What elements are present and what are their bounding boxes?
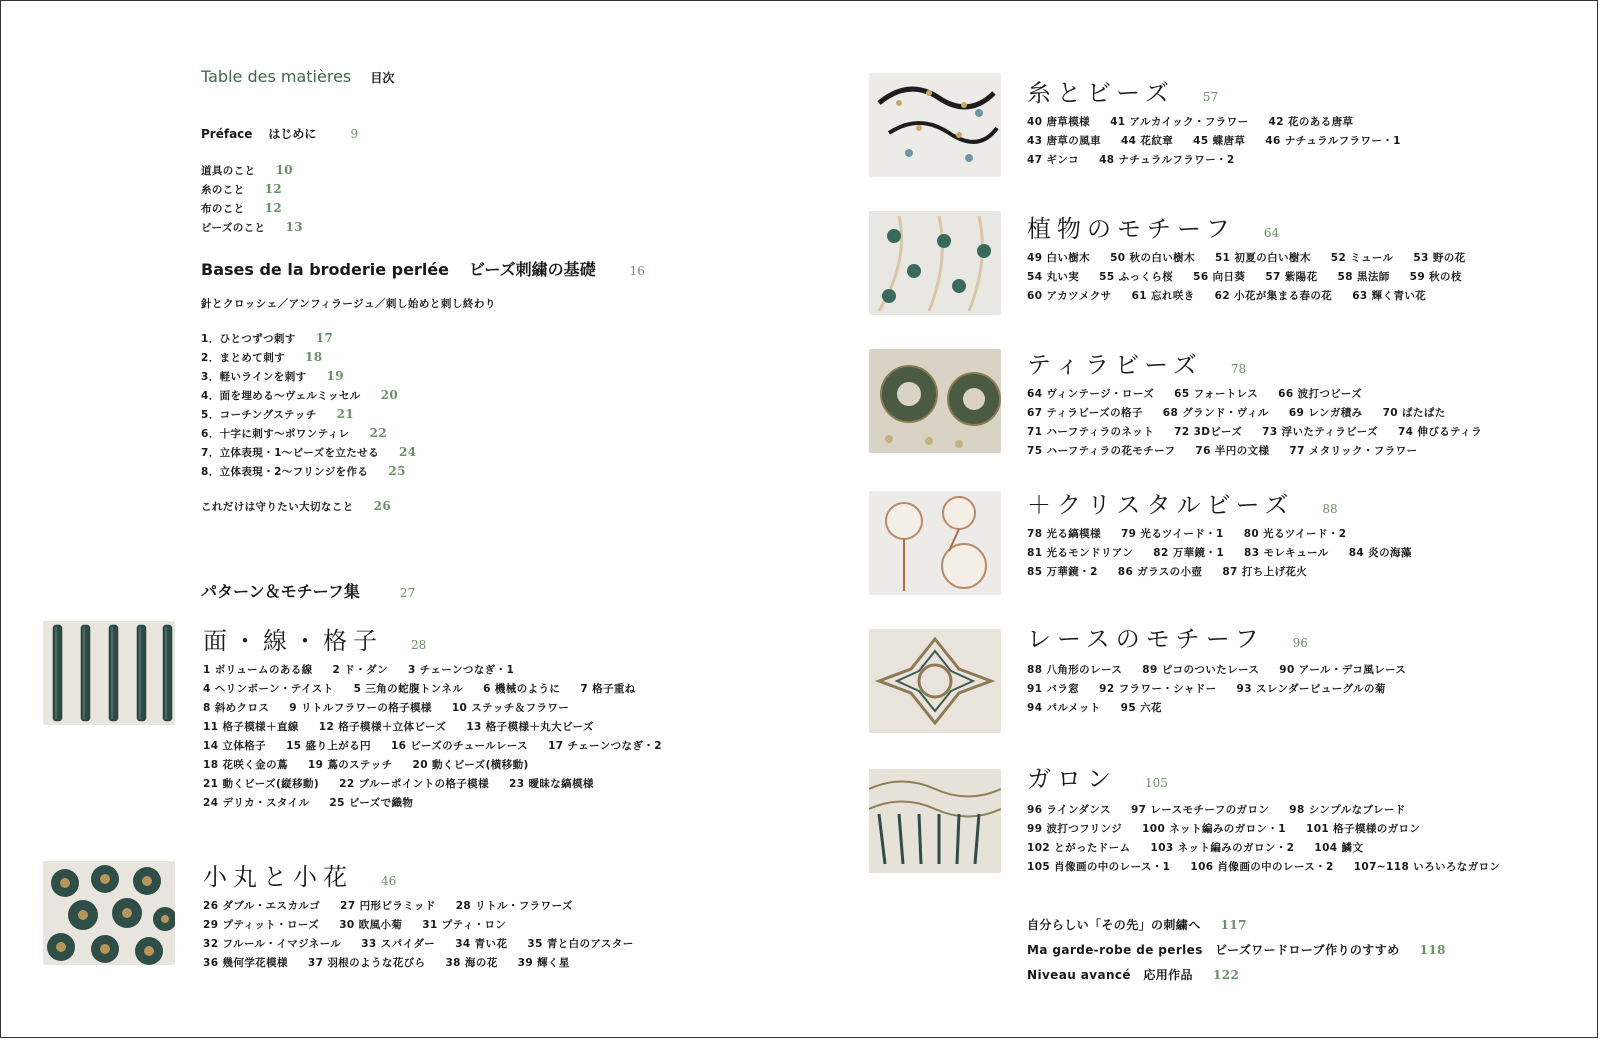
tila-beads-photo [869,349,1001,453]
list-item: 105 肖像画の中のレース・1 106 肖像画の中のレース・2 107~118 いろいろなガロン [1027,861,1501,873]
list-item: 自分らしい「その先」の刺繍へ 117 [1027,918,1247,932]
list-item: 1 ボリュームのある線 2 ド・ダン 3 チェーンつなぎ・1 [203,664,515,676]
bases-jp: ビーズ刺繍の基礎 [469,260,596,279]
galon-photo [869,769,1001,873]
crystal-beads-photo [869,491,1001,595]
important-label: これだけは守りたい大切なこと [201,501,354,513]
list-item: 3．軽いラインを刺す 19 [201,369,344,383]
list-item: 32 フルール・イマジネール 33 スパイダー 34 青い花 35 青と白のアスター [203,938,634,950]
toc-title-line [201,67,394,86]
page-number: 105 [1145,776,1168,790]
section-heading [1027,209,1279,244]
section-items [203,661,682,813]
list-item: 67 ティラビーズの格子 68 グランド・ヴィル 69 レンガ積み 70 ぱたぱた [1027,407,1446,419]
closing-entries [1027,913,1466,988]
list-item: 88 八角形のレース 89 ピコのついたレース 90 アール・デコ風レース [1027,664,1407,676]
section-title: 糸とビーズ [1027,79,1175,107]
list-item: Ma garde-robe de perles ビーズワードローブ作りのすすめ 118 [1027,943,1446,957]
list-item: 7．立体表現・1～ビーズを立たせる 24 [201,445,417,459]
preface-jp: はじめに [268,127,317,141]
page-number: 78 [1230,362,1247,376]
preface-entry [201,125,358,142]
list-item: 75 ハーフティラの花モチーフ 76 半円の文様 77 メタリック・フラワー [1027,445,1418,457]
list-item: Niveau avancé 応用作品 122 [1027,968,1240,982]
section-title: 小丸と小花 [203,863,353,891]
section-heading [1027,485,1338,520]
plant-motif-photo [869,211,1001,315]
lace-motif-photo [869,629,1001,733]
techniques-list [201,329,436,481]
list-item: 85 万華鏡・2 86 ガラスの小壺 87 打ち上げ花火 [1027,566,1308,578]
list-item: 96 ラインダンス 97 レースモチーフのガロン 98 シンプルなブレード [1027,804,1406,816]
list-item: 8．立体表現・2～フリンジを作る 25 [201,464,406,478]
list-item: 71 ハーフティラのネット 72 3Dビーズ 73 浮いたティラビーズ 74 伸びるティラ [1027,426,1482,438]
section-heading [1027,345,1246,380]
section-items [1027,385,1502,461]
list-item: 49 白い樹木 50 秋の白い樹木 51 初夏の白い樹木 52 ミュール 53 野の花 [1027,252,1466,264]
list-item: 64 ヴィンテージ・ローズ 65 フォートレス 66 波打つビーズ [1027,388,1363,400]
list-item: 40 唐草模様 41 アルカイック・フラワー 42 花のある唐草 [1027,116,1354,128]
list-item: 14 立体格子 15 盛り上がる円 16 ビーズのチュールレース 17 チェーンつなぎ・2 [203,740,662,752]
toc-title-jp: 目次 [370,71,395,85]
bases-subtitle: 針とクロッシェ／アンフィラージュ／刺し始めと刺し終わり [201,298,496,310]
list-item: 78 光る縞模様 79 光るツイード・1 80 光るツイード・2 [1027,528,1347,540]
list-item: 4．面を埋める～ヴェルミッセル 20 [201,388,399,402]
page-number: 88 [1322,502,1338,516]
section-items [203,897,654,973]
list-item: 4 ヘリンボーン・テイスト 5 三角の蛇腹トンネル 6 機械のように 7 格子重ね [203,683,636,695]
patterns-label: パターン＆モチーフ集 [201,582,360,601]
list-item: 糸のこと 12 [201,182,283,196]
section-title: レースのモチーフ [1027,625,1265,653]
list-item: 29 プティット・ローズ 30 欧風小菊 31 プティ・ロン [203,919,507,931]
list-item: 1．ひとつずつ刺す 17 [201,331,334,345]
section-title: 植物のモチーフ [1027,215,1236,243]
list-item: 54 丸い実 55 ふっくら桜 56 向日葵 57 紫陽花 58 黒法師 59 秋の枝 [1027,271,1462,283]
page-number: 9 [350,127,359,141]
list-item: 43 唐草の風車 44 花紋章 45 蝶唐草 46 ナチュラルフラワー・1 [1027,135,1401,147]
list-item: 21 動くビーズ(縦移動) 22 ブルーポイントの格子模様 23 曖昧な縞模様 [203,778,594,790]
page-number: 27 [399,586,416,600]
section-items [1027,525,1432,582]
page-number: 26 [373,499,392,513]
page-number: 46 [381,874,397,888]
list-item: 94 パルメット 95 六花 [1027,702,1162,714]
section-items [1027,801,1520,877]
section-heading [1027,619,1308,654]
page-number: 28 [411,638,427,652]
section-title: ティラビーズ [1027,351,1203,379]
section-items [1027,249,1486,306]
toc-title: Table des matières [201,67,352,86]
list-item: 81 光るモンドリアン 82 万華鏡・1 83 モレキュール 84 炎の海藻 [1027,547,1412,559]
list-item: 6．十字に刺す～ポワンティレ 22 [201,426,388,440]
page-number: 64 [1263,226,1280,240]
basics-list [201,161,323,237]
thread-beads-photo [869,73,1001,177]
small-flowers-photo [43,861,175,965]
list-item: ビーズのこと 13 [201,220,303,234]
list-item: 26 ダブル・エスカルゴ 27 円形ピラミッド 28 リトル・フラワーズ [203,900,573,912]
section-title: ＋クリスタルビーズ [1027,491,1295,519]
page-number: 96 [1292,636,1308,650]
section-heading [203,621,426,656]
list-item: 道具のこと 10 [201,163,293,177]
page-number: 16 [629,264,645,278]
list-item: 2．まとめて刺す 18 [201,350,323,364]
list-item: 24 デリカ・スタイル 25 ビーズで織物 [203,797,414,809]
bases-heading [201,257,645,280]
bugle-beads-photo [43,621,175,725]
section-heading [1027,759,1168,794]
preface-fr: Préface [201,127,253,141]
section-title: ガロン [1027,765,1117,793]
important-entry [201,497,411,516]
list-item: 99 波打つフリンジ 100 ネット編みのガロン・1 101 格子模様のガロン [1027,823,1421,835]
section-heading [1027,73,1218,108]
list-item: 36 幾何学花模様 37 羽根のような花びら 38 海の花 39 輝く星 [203,957,570,969]
list-item: 91 バラ窓 92 フラワー・シャドー 93 スレンダービューグルの菊 [1027,683,1386,695]
list-item: 5．コーチングステッチ 21 [201,407,355,421]
list-item: 102 とがったドーム 103 ネット編みのガロン・2 104 鱗文 [1027,842,1364,854]
list-item: 60 アカツメクサ 61 忘れ咲き 62 小花が集まる春の花 63 輝く青い花 [1027,290,1427,302]
bases-fr: Bases de la broderie perlée [201,260,450,279]
section-heading [203,857,396,892]
page-number: 57 [1202,90,1219,104]
section-title: 面・線・格子 [203,627,383,655]
section-items [1027,661,1426,718]
list-item: 8 斜めクロス 9 リトルフラワーの格子模様 10 ステッチ＆フラワー [203,702,570,714]
list-item: 47 ギンコ 48 ナチュラルフラワー・2 [1027,154,1235,166]
patterns-heading [201,579,415,602]
section-items [1027,113,1421,170]
list-item: 布のこと 12 [201,201,283,215]
list-item: 18 花咲く金の蔦 19 蔦のステッチ 20 動くビーズ(横移動) [203,759,529,771]
list-item: 11 格子模様＋直線 12 格子模様＋立体ビーズ 13 格子模様＋丸大ビーズ [203,721,594,733]
